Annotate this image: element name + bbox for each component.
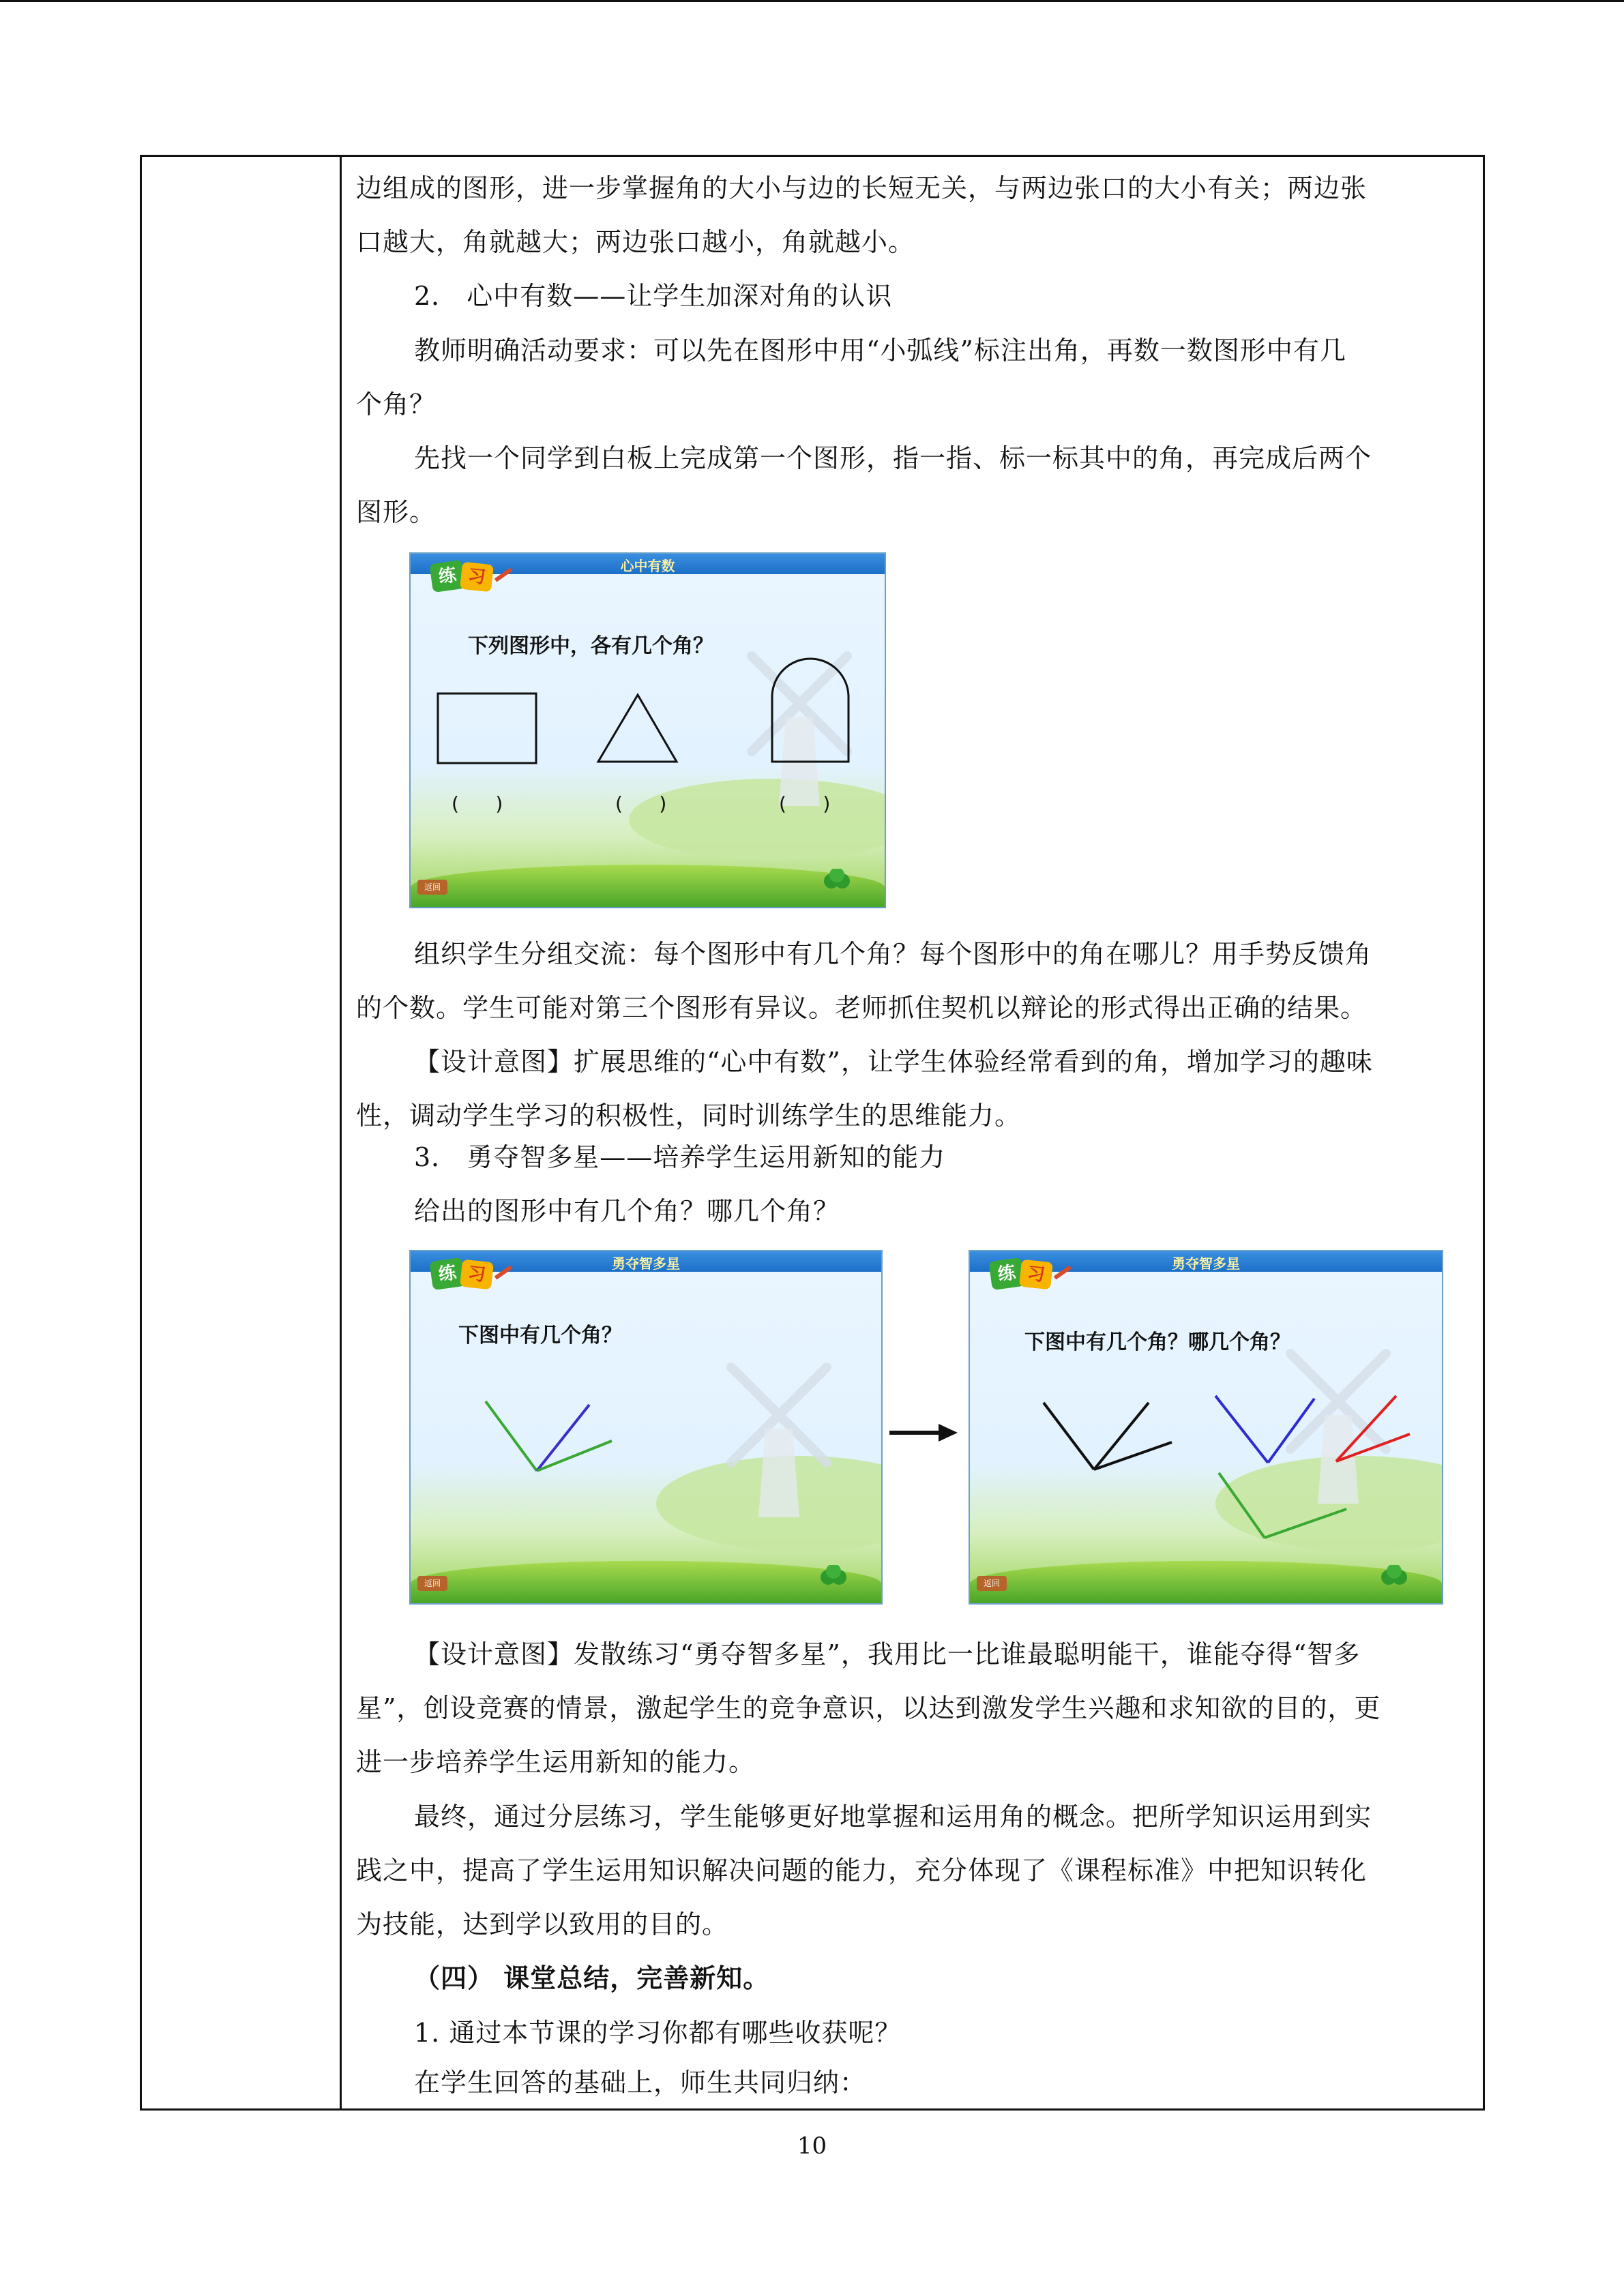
slide-question: 下列图形中，各有几个角？ (468, 634, 713, 658)
section-heading: 3． 勇夺智多星——培养学生运用新知的能力 (414, 1142, 946, 1172)
paragraph-line: 边组成的图形，进一步掌握角的大小与边的长短无关，与两边张口的大小有关；两边张 (356, 173, 1368, 203)
badge-char: 习 (460, 1259, 494, 1290)
page-number: 10 (797, 2132, 827, 2160)
badge-char: 练 (429, 560, 465, 593)
black-ray (1044, 1403, 1094, 1470)
top-border-line (0, 0, 1624, 2)
slide-question: 下图中有几个角？哪几个角？ (1024, 1330, 1290, 1354)
right-arrow-icon (889, 1422, 958, 1443)
paragraph-line: 1. 通过本节课的学习你都有哪些收获呢？ (414, 2018, 902, 2048)
paragraph-line: 最终，通过分层练习，学生能够更好地掌握和运用角的概念。把所学知识运用到实 (414, 1802, 1372, 1832)
green-ray (1265, 1509, 1346, 1538)
paragraph-line: 践之中，提高了学生运用知识解决问题的能力，充分体现了《课程标准》中把知识转化 (356, 1855, 1368, 1885)
paragraph-line: 的个数。学生可能对第三个图形有异议。老师抓住契机以辩论的形式得出正确的结果。 (356, 993, 1368, 1023)
slide-question: 下图中有几个角？ (458, 1324, 622, 1347)
green-ray (486, 1401, 537, 1471)
slide-image-angles-answer (969, 1250, 1443, 1605)
slide-image-angles-question (409, 1250, 883, 1605)
blue-ray (1268, 1399, 1314, 1463)
back-sign: 返回 (417, 1576, 447, 1591)
angles-answer-figure (970, 1251, 1442, 1603)
paragraph-line: 性，调动学生学习的积极性，同时训练学生的思维能力。 (356, 1101, 1022, 1131)
slide-title: 勇夺智多星 (612, 1255, 680, 1272)
design-intent-line: 【设计意图】扩展思维的“心中有数”，让学生体验经常看到的角，增加学习的趣味 (414, 1047, 1373, 1077)
paragraph-line: 在学生回答的基础上，师生共同归纳： (414, 2068, 867, 2098)
grass-ground (970, 1561, 1442, 1603)
clover-icon (1374, 1565, 1415, 1592)
clover-icon (813, 1565, 854, 1592)
paragraph-line: 先找一个同学到白板上完成第一个图形，指一指、标一标其中的角，再完成后两个 (414, 443, 1372, 473)
paragraph-line: 组织学生分组交流：每个图形中有几个角？每个图形中的角在哪儿？用手势反馈角 (414, 939, 1372, 969)
paragraph-line: 星”，创设竞赛的情景，激起学生的竞争意识，以达到激发学生兴趣和求知欲的目的，更 (356, 1693, 1381, 1723)
paragraph-line: 图形。 (356, 497, 437, 527)
answer-blank: ( ) (452, 792, 503, 815)
slide-image-xinzhongyoushu (409, 552, 886, 908)
paragraph-line: 口越大，角就越大；两边张口越小，角就越小。 (356, 227, 915, 257)
back-sign: 返回 (417, 880, 447, 895)
badge-char: 习 (1019, 1259, 1053, 1290)
paragraph-line: 为技能，达到学以致用的目的。 (356, 1909, 729, 1939)
grass-ground (411, 865, 885, 907)
triangle-shape (598, 695, 677, 762)
green-ray (1219, 1473, 1265, 1538)
paragraph-line: 教师明确活动要求：可以先在图形中用“小弧线”标注出角，再数一数图形中有几 (414, 336, 1346, 366)
clover-icon (816, 869, 857, 896)
answer-blank: ( ) (615, 792, 667, 815)
badge-char: 练 (429, 1257, 465, 1290)
grass-ground (411, 1561, 881, 1603)
shapes-figure (411, 554, 885, 907)
arch-shape (772, 659, 848, 762)
table-column-divider (340, 157, 342, 2108)
rectangle-shape (438, 694, 536, 763)
slide-title: 勇夺智多星 (1172, 1255, 1240, 1272)
paragraph-line: 给出的图形中有几个角？哪几个角？ (414, 1196, 840, 1226)
badge-char: 习 (460, 562, 494, 593)
section-heading: 2． 心中有数——让学生加深对角的认识 (414, 281, 893, 311)
section-heading: （四） 课堂总结，完善新知。 (414, 1963, 770, 1993)
lesson-table (140, 155, 1485, 2111)
paragraph-line: 进一步培养学生运用新知的能力。 (356, 1747, 756, 1777)
answer-blank: ( ) (779, 792, 831, 815)
badge-char: 练 (988, 1257, 1024, 1290)
slide-title: 心中有数 (620, 558, 675, 574)
design-intent-line: 【设计意图】发散练习“勇夺智多星”，我用比一比谁最聪明能干，谁能夺得“智多 (414, 1639, 1361, 1669)
blue-ray (1215, 1396, 1268, 1463)
paragraph-line: 个角？ (356, 389, 437, 419)
angles-figure (411, 1251, 881, 1603)
back-sign: 返回 (977, 1576, 1007, 1591)
